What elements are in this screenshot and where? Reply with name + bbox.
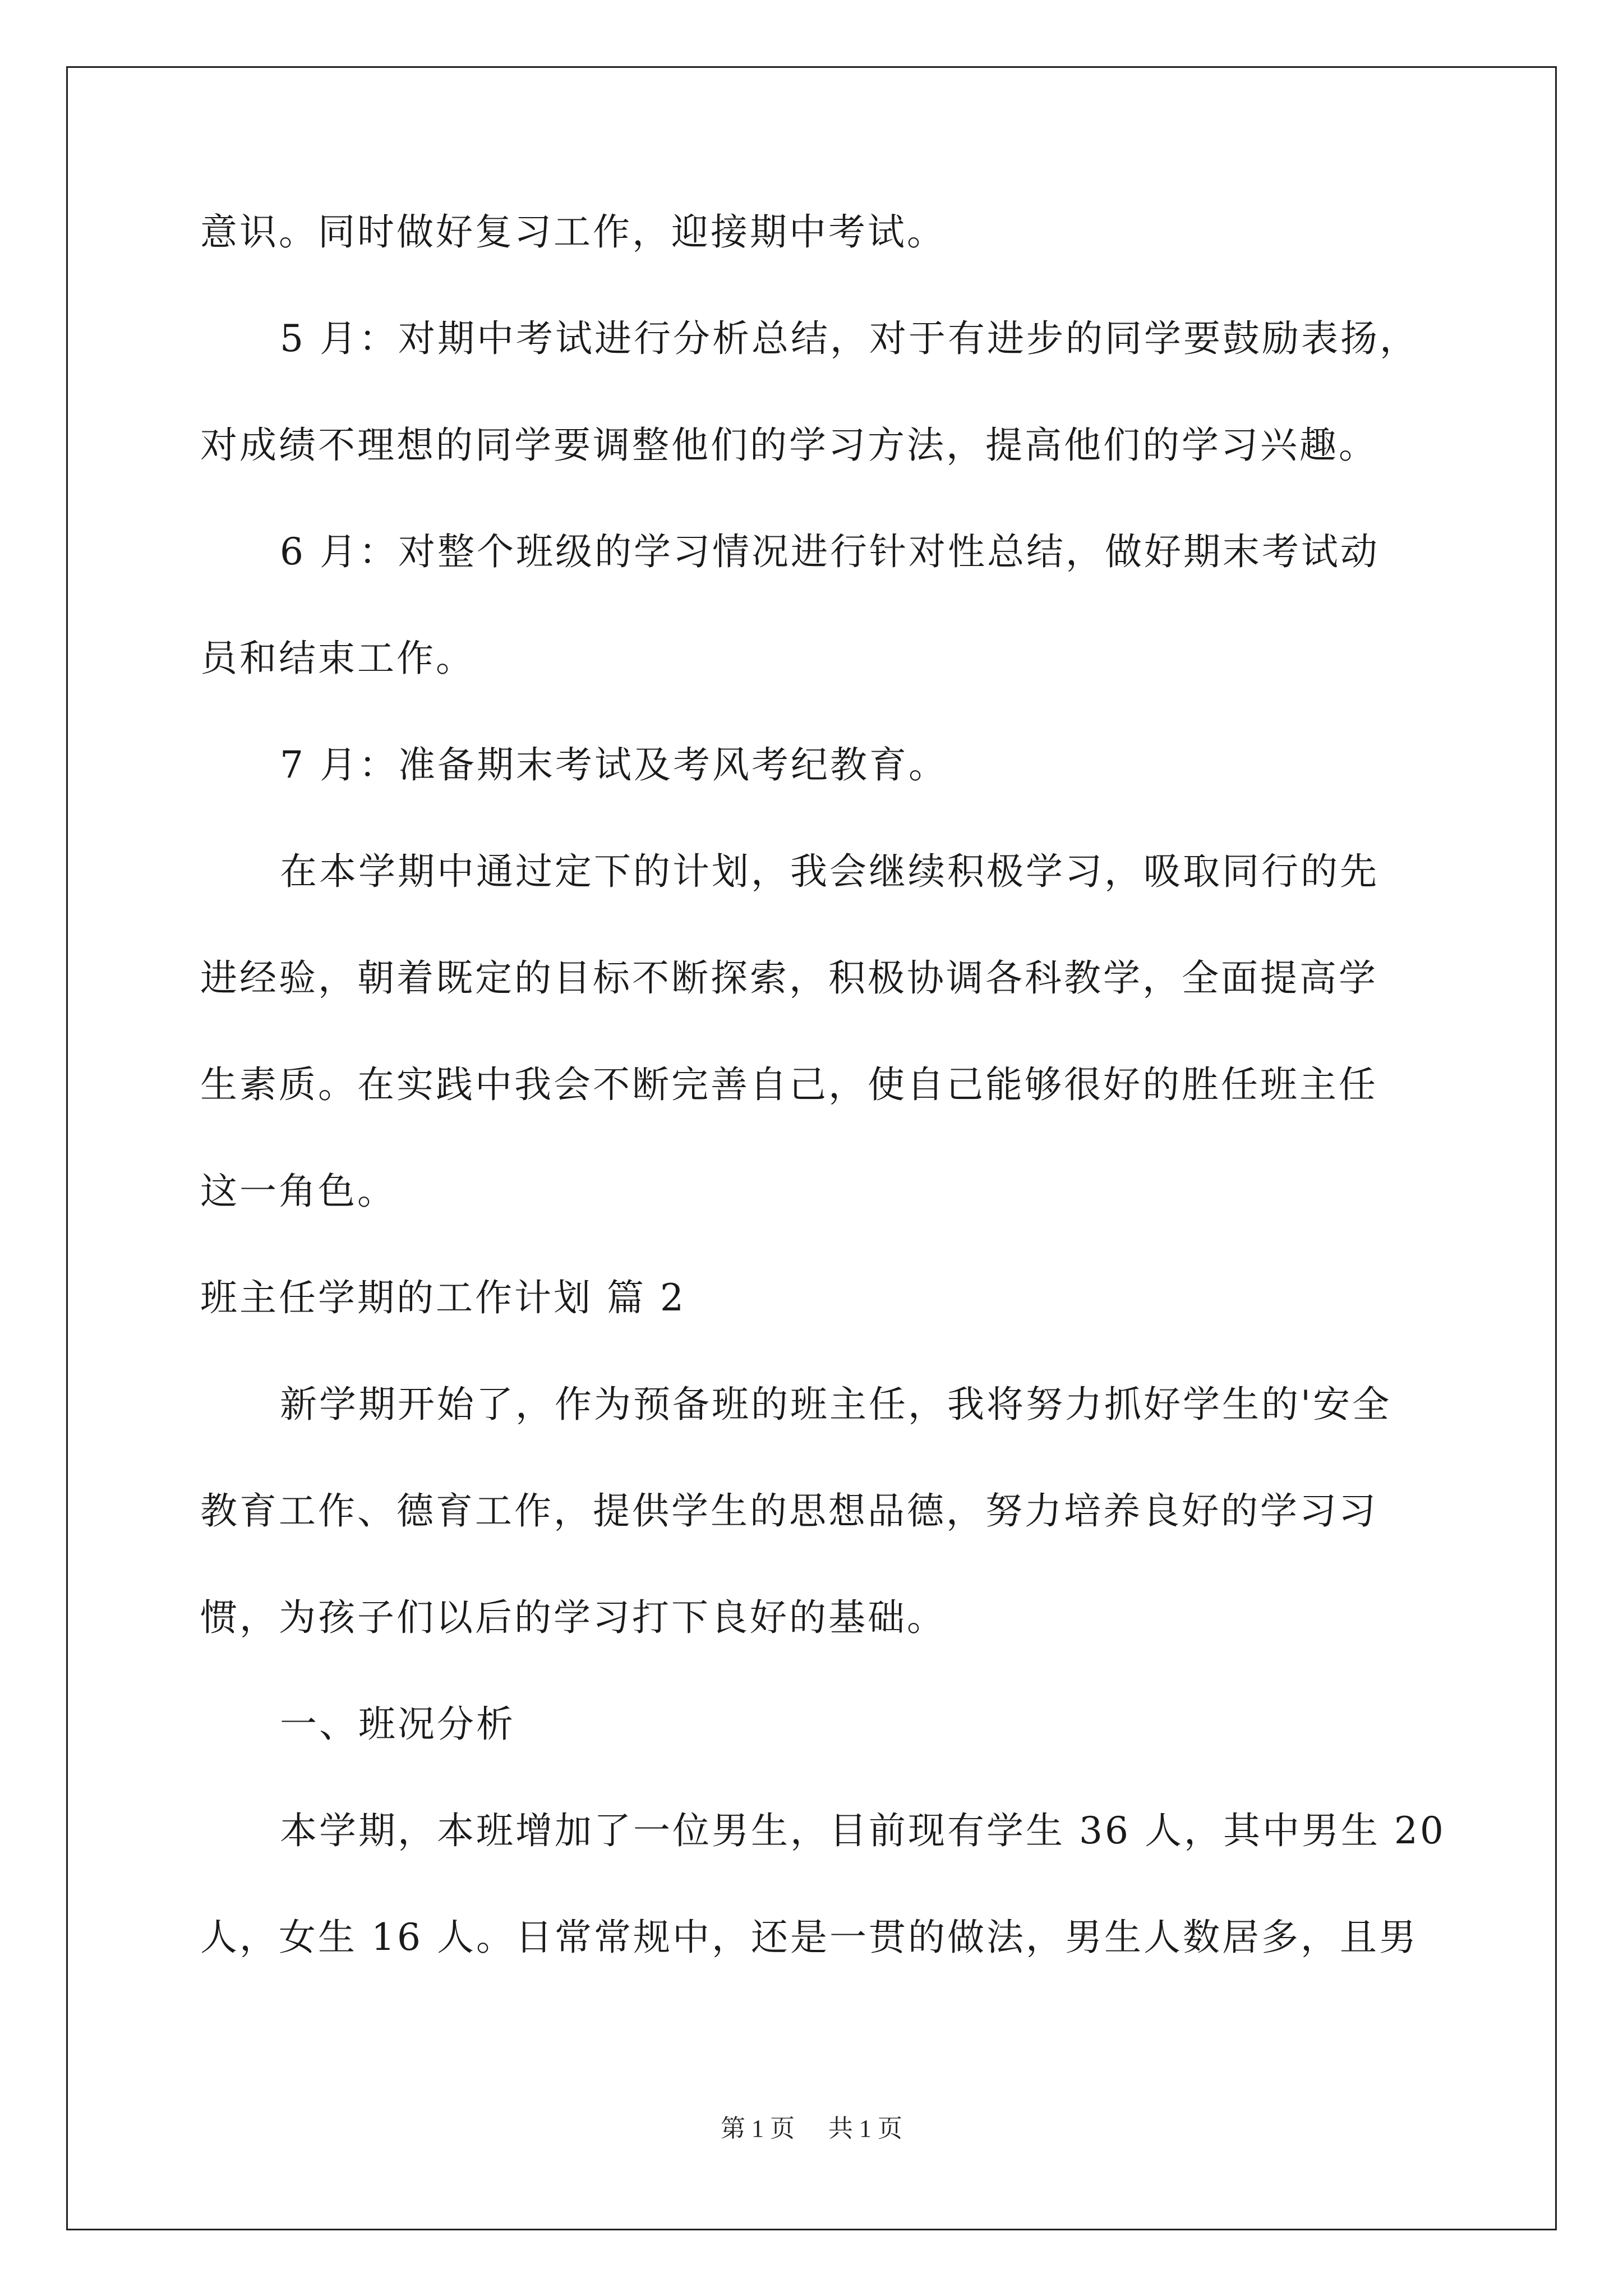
text-line: 新学期开始了，作为预备班的班主任，我将努力抓好学生的'安全 xyxy=(280,1383,1392,1426)
subheading-text: 一、班况分析 xyxy=(280,1703,515,1746)
text-line: 教育工作、德育工作，提供学生的思想品德，努力培养良好的学习习 xyxy=(200,1489,1378,1533)
text-line: 6 月：对整个班级的学习情况进行针对性总结，做好期末考试动 xyxy=(280,530,1380,573)
paragraph-may xyxy=(200,314,1434,470)
text-line: 7 月：准备期末考试及考风考纪教育。 xyxy=(280,743,948,786)
text-line: 5 月：对期中考试进行分析总结，对于有进步的同学要鼓励表扬， xyxy=(280,317,1419,360)
paragraph-july xyxy=(200,740,1434,790)
text-line: 本学期，本班增加了一位男生，目前现有学生 36 人，其中男生 20 xyxy=(280,1809,1446,1852)
paragraph-summary xyxy=(200,847,1434,1216)
text-line: 这一角色。 xyxy=(200,1170,396,1213)
paragraph-exam-review xyxy=(200,208,1434,257)
page-number: 第 1 页 xyxy=(721,2115,795,2142)
text-line: 对成绩不理想的同学要调整他们的学习方法，提高他们的学习兴趣。 xyxy=(200,424,1378,467)
paragraph-class-analysis xyxy=(200,1806,1446,1962)
paragraph-intro xyxy=(200,1380,1434,1642)
text-line: 员和结束工作。 xyxy=(200,637,475,680)
page-footer xyxy=(0,2108,1623,2144)
section-title: 班主任学期的工作计划 篇 2 xyxy=(200,1276,686,1319)
text-line: 惯，为孩子们以后的学习打下良好的基础。 xyxy=(200,1596,946,1639)
text-line: 意识。同时做好复习工作，迎接期中考试。 xyxy=(200,210,946,254)
document-body xyxy=(200,208,1446,2019)
subheading-class-analysis xyxy=(200,1700,1434,1749)
text-line: 在本学期中通过定下的计划，我会继续积极学习，吸取同行的先 xyxy=(280,850,1379,893)
paragraph-june xyxy=(200,527,1434,683)
text-line: 人，女生 16 人。日常常规中，还是一贯的做法，男生人数居多，且男 xyxy=(200,1916,1418,1959)
page-total: 共 1 页 xyxy=(828,2115,902,2142)
text-line: 生素质。在实践中我会不断完善自己，使自己能够很好的胜任班主任 xyxy=(200,1063,1378,1106)
section-heading xyxy=(200,1273,1434,1323)
text-line: 进经验，朝着既定的目标不断探索，积极协调各科教学，全面提高学 xyxy=(200,956,1378,1000)
